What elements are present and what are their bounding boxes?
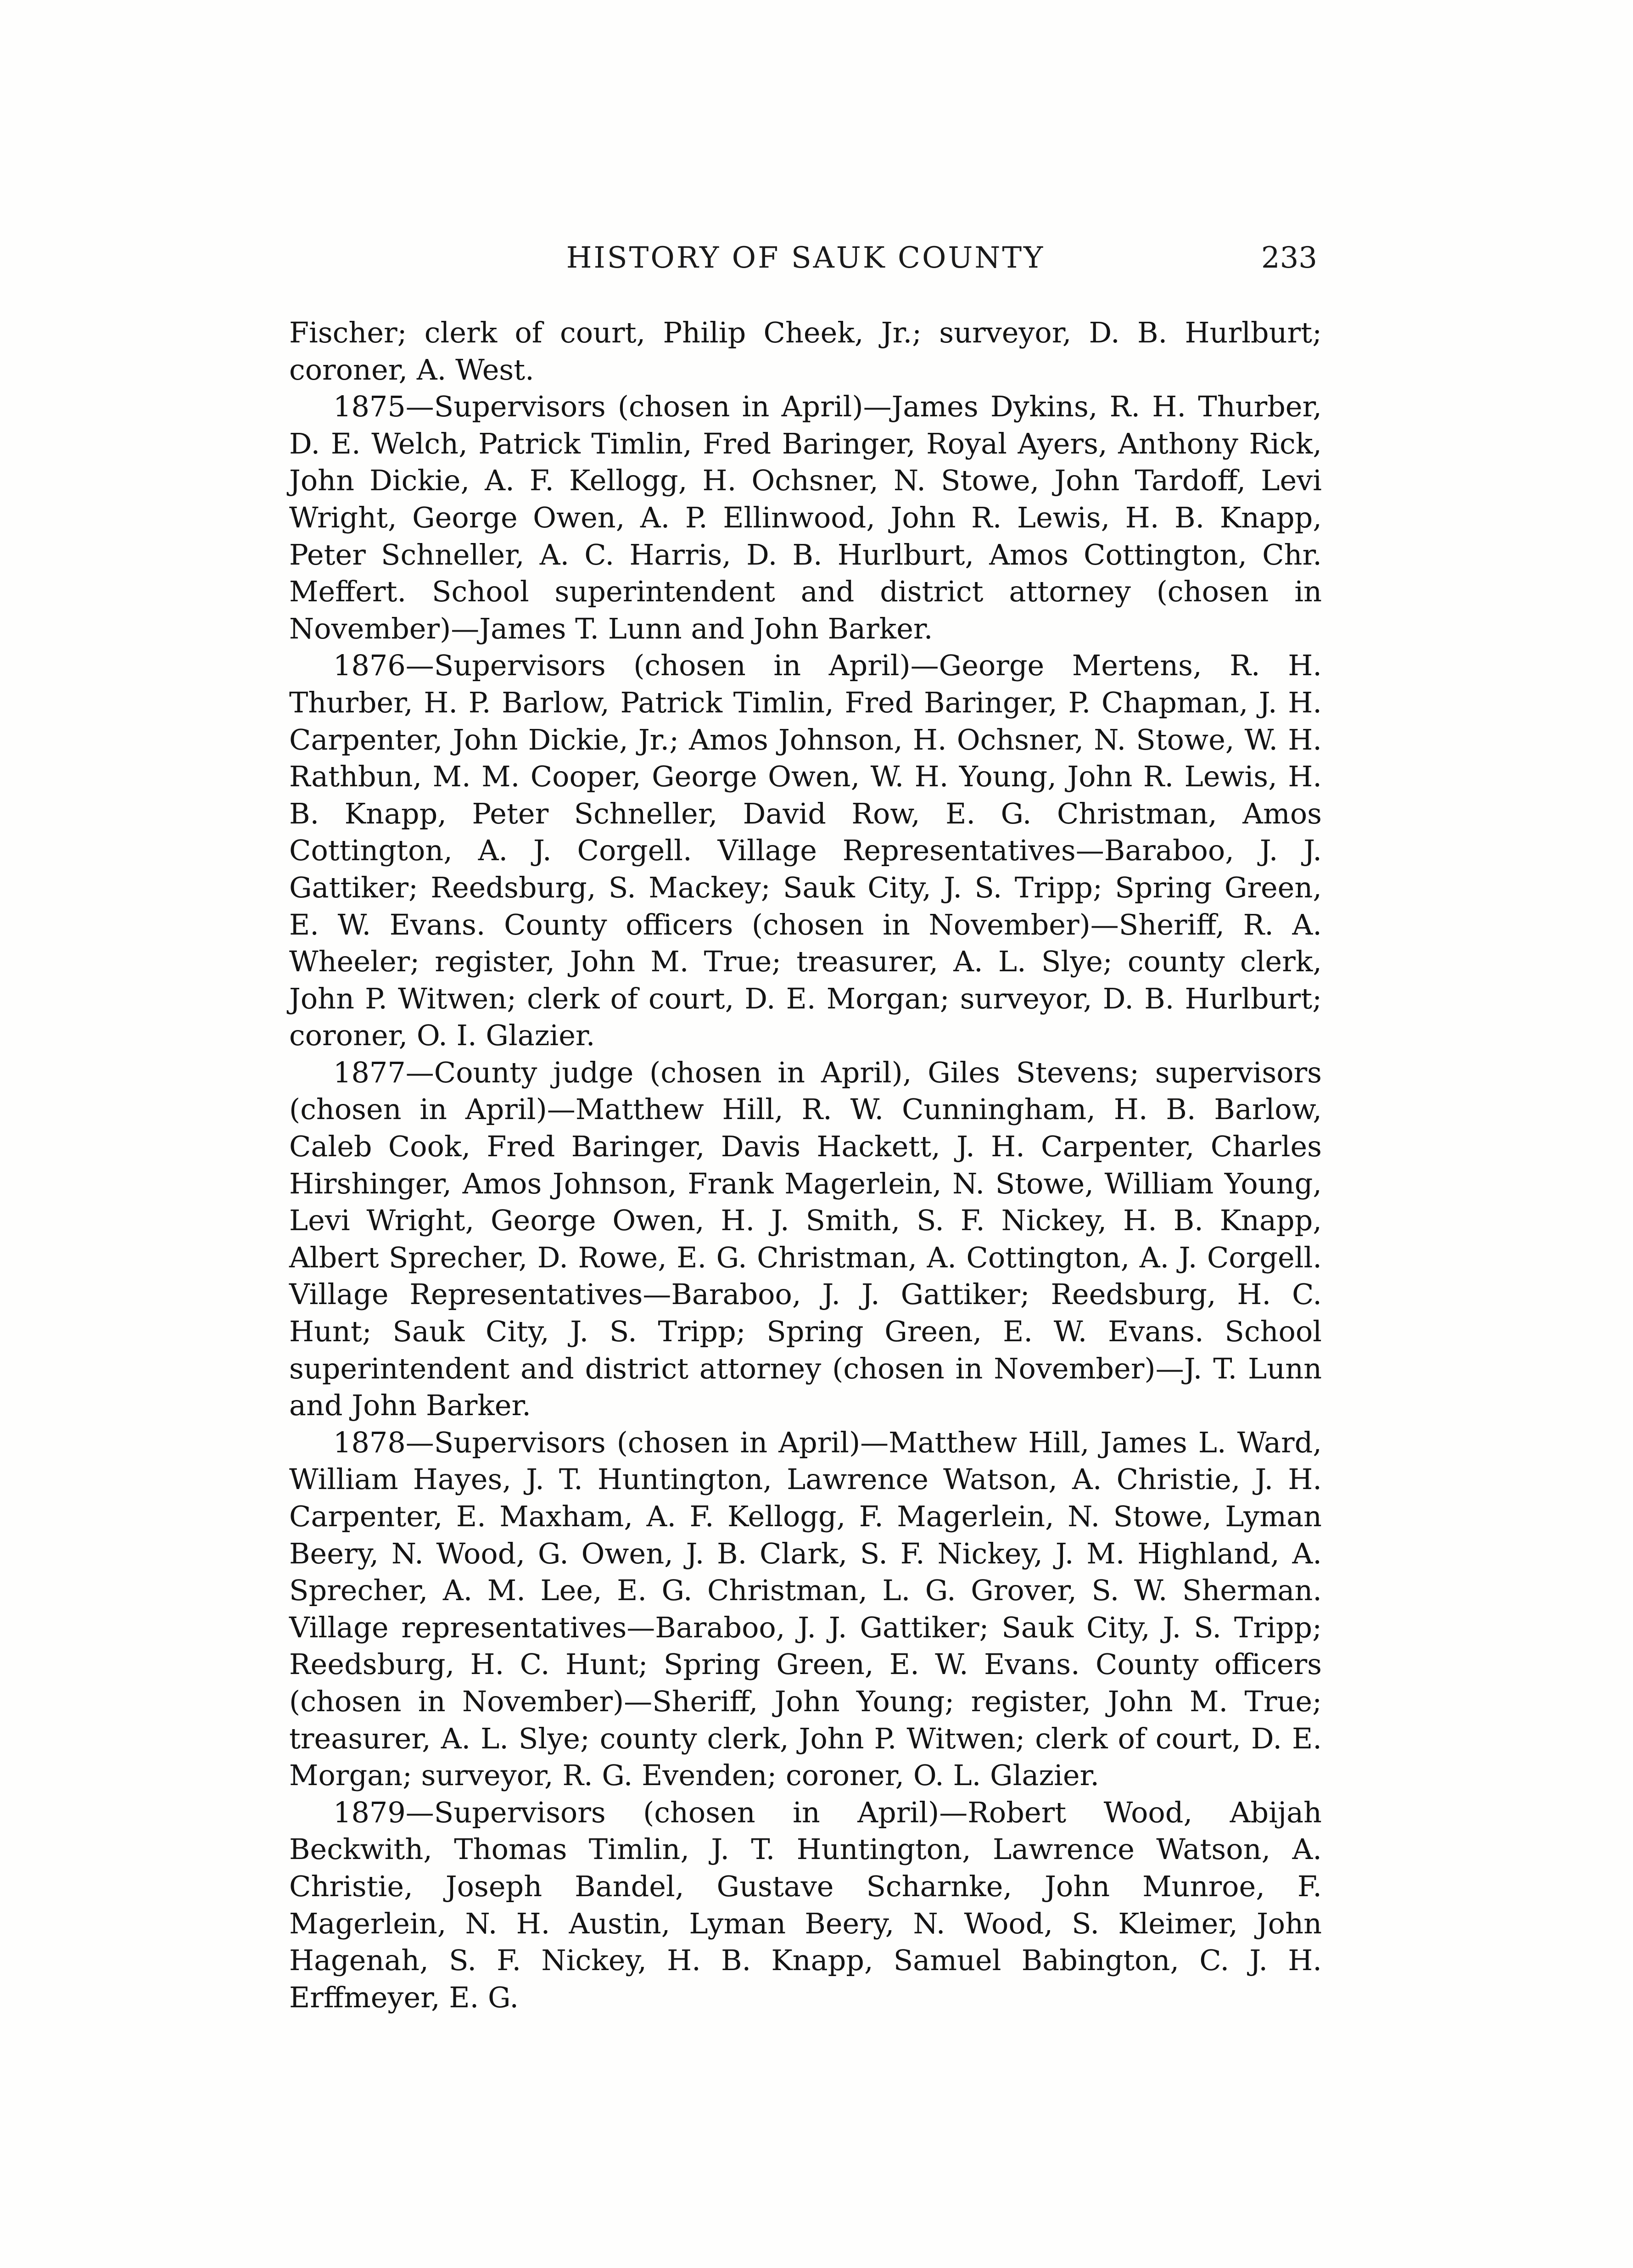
page-number: 233 xyxy=(1261,241,1317,275)
page-header xyxy=(294,241,1317,291)
paragraph-1876: 1876—Supervisors (chosen in April)—George Mertens, R. H. Thurber, H. P. Barlow, Patrick Timlin, Fred Baringer, P. Chapman, J. H. Carpenter, John Dickie, Jr.; Amos Johnson, H. Ochsner, N. Stowe, W. H. Rathbun, M. M. Cooper, George Owen, W. H. Young, John R. Lewis, H. B. Knapp, Peter Schneller, David Row, E. G. Christman, Amos Cottington, A. J. Corgell. Village Representatives—Baraboo, J. J. Gattiker; Reedsburg, S. Mackey; Sauk City, J. S. Tripp; Spring Green, E. W. Evans. County officers (chosen in November)—Sheriff, R. A. Wheeler; register, John M. True; treasurer, A. L. Slye; county clerk, John P. Witwen; clerk of court, D. E. Morgan; surveyor, D. B. Hurlburt; coroner, O. I. Glazier. xyxy=(289,649,1322,1053)
running-title: HISTORY OF SAUK COUNTY xyxy=(566,241,1045,275)
paragraph-1878: 1878—Supervisors (chosen in April)—Matthew Hill, James L. Ward, William Hayes, J. T. Huntington, Lawrence Watson, A. Christie, J. H. Carpenter, E. Maxham, A. F. Kellogg, F. Magerlein, N. Stowe, Lyman Beery, N. Wood, G. Owen, J. B. Clark, S. F. Nickey, J. M. Highland, A. Sprecher, A. M. Lee, E. G. Christman, L. G. Grover, S. W. Sherman. Village representatives—Baraboo, J. J. Gattiker; Sauk City, J. S. Tripp; Reedsburg, H. C. Hunt; Spring Green, E. W. Evans. County officers (chosen in November)—Sheriff, John Young; register, John M. True; treasurer, A. L. Slye; county clerk, John P. Witwen; clerk of court, D. E. Morgan; surveyor, R. G. Evenden; coroner, O. L. Glazier. xyxy=(289,1425,1322,1792)
paragraph-continuation: Fischer; clerk of court, Philip Cheek, Jr.; surveyor, D. B. Hurlburt; coroner, A. West. xyxy=(289,316,1322,386)
body-text xyxy=(289,314,1322,2016)
paragraph-1879: 1879—Supervisors (chosen in April)—Robert Wood, Abijah Beckwith, Thomas Timlin, J. T. Huntington, Lawrence Watson, A. Christie, Joseph Bandel, Gustave Scharnke, John Munroe, F. Magerlein, N. H. Austin, Lyman Beery, N. Wood, S. Kleimer, John Hagenah, S. F. Nickey, H. B. Knapp, Samuel Babington, C. J. H. Erffmeyer, E. G. xyxy=(289,1795,1322,2014)
paragraph-1877: 1877—County judge (chosen in April), Giles Stevens; supervisors (chosen in April)—Matthew Hill, R. W. Cunningham, H. B. Barlow, Caleb Cook, Fred Baringer, Davis Hackett, J. H. Carpenter, Charles Hirshinger, Amos Johnson, Frank Magerlein, N. Stowe, William Young, Levi Wright, George Owen, H. J. Smith, S. F. Nickey, H. B. Knapp, Albert Sprecher, D. Rowe, E. G. Christman, A. Cottington, A. J. Corgell. Village Representatives—Baraboo, J. J. Gattiker; Reedsburg, H. C. Hunt; Sauk City, J. S. Tripp; Spring Green, E. W. Evans. School superintendent and district attorney (chosen in November)—J. T. Lunn and John Barker. xyxy=(289,1055,1322,1422)
paragraph-1875: 1875—Supervisors (chosen in April)—James Dykins, R. H. Thurber, D. E. Welch, Patrick Timlin, Fred Baringer, Royal Ayers, Anthony Rick, John Dickie, A. F. Kellogg, H. Ochsner, N. Stowe, John Tardoff, Levi Wright, George Owen, A. P. Ellinwood, John R. Lewis, H. B. Knapp, Peter Schneller, A. C. Harris, D. B. Hurlburt, Amos Cottington, Chr. Meffert. School superintendent and district attorney (chosen in November)—James T. Lunn and John Barker. xyxy=(289,390,1322,645)
